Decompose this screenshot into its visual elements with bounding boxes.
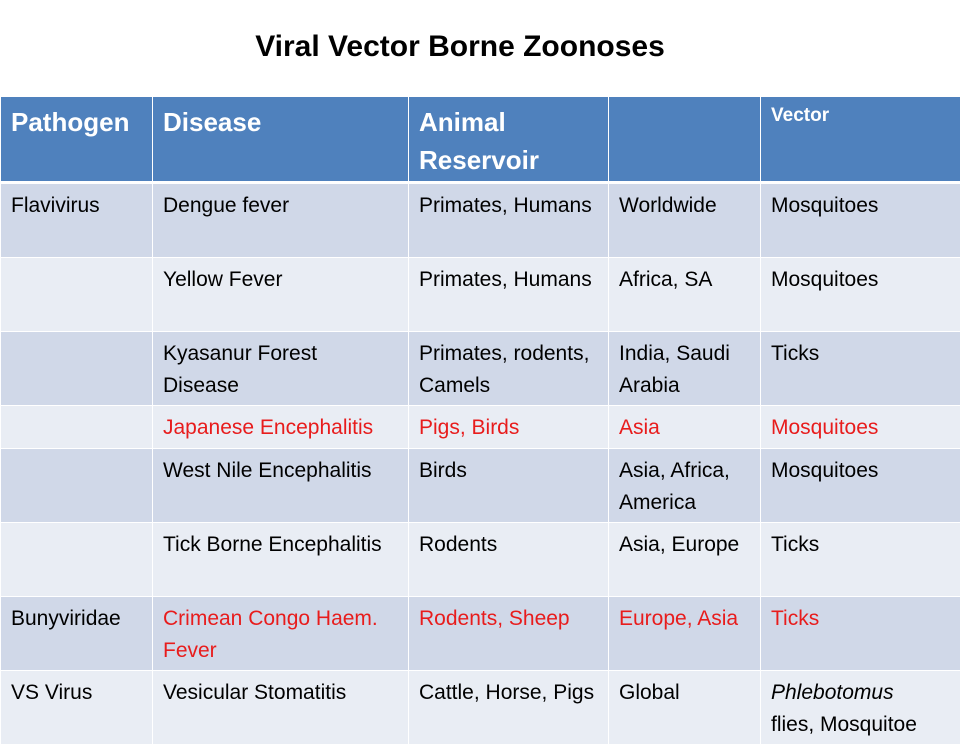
cell-vector: Mosquitoes [761,183,960,258]
cell-reservoir: Rodents, Sheep [409,597,609,671]
vector-italic-text: Phlebotomus [771,681,894,704]
cell-reservoir: Rodents [409,523,609,597]
header-disease: Disease [153,97,409,183]
table-row [1,258,960,332]
cell-pathogen [1,449,153,523]
cell-reservoir: Primates, Humans [409,258,609,332]
cell-disease: Yellow Fever [153,258,409,332]
cell-vector: Mosquitoes [761,258,960,332]
cell-pathogen: VS Virus [1,671,153,745]
header-region [609,97,761,183]
cell-reservoir: Primates, rodents, Camels [409,332,609,406]
cell-pathogen [1,258,153,332]
cell-region: Global [609,671,761,745]
table-row [1,449,960,523]
vector-text: flies, Mosquitoe [771,713,917,736]
cell-region: Africa, SA [609,258,761,332]
cell-vector [761,671,960,745]
cell-vector: Ticks [761,332,960,406]
table-row [1,332,960,406]
cell-region: Asia, Europe [609,523,761,597]
header-animal-reservoir: Animal Reservoir [409,97,609,183]
cell-reservoir: Birds [409,449,609,523]
table-row [1,597,960,671]
table-row [1,671,960,745]
cell-disease: Vesicular Stomatitis [153,671,409,745]
cell-vector: Mosquitoes [761,406,960,449]
header-pathogen: Pathogen [1,97,153,183]
cell-region: Worldwide [609,183,761,258]
cell-region: Europe, Asia [609,597,761,671]
cell-region: India, Saudi Arabia [609,332,761,406]
table-row [1,406,960,449]
cell-disease: West Nile Encephalitis [153,449,409,523]
cell-disease: Japanese Encephalitis [153,406,409,449]
cell-reservoir: Primates, Humans [409,183,609,258]
header-vector: Vector [761,97,960,183]
cell-pathogen [1,332,153,406]
table-row [1,523,960,597]
cell-disease: Crimean Congo Haem. Fever [153,597,409,671]
cell-disease: Tick Borne Encephalitis [153,523,409,597]
cell-pathogen: Bunyviridae [1,597,153,671]
cell-disease: Dengue fever [153,183,409,258]
zoonoses-table [0,96,960,745]
cell-reservoir: Pigs, Birds [409,406,609,449]
cell-pathogen [1,523,153,597]
cell-vector: Mosquitoes [761,449,960,523]
cell-pathogen: Flavivirus [1,183,153,258]
table-row [1,183,960,258]
cell-disease: Kyasanur Forest Disease [153,332,409,406]
cell-vector: Ticks [761,597,960,671]
cell-reservoir: Cattle, Horse, Pigs [409,671,609,745]
cell-region: Asia [609,406,761,449]
slide-title: Viral Vector Borne Zoonoses [0,30,920,64]
cell-vector: Ticks [761,523,960,597]
cell-pathogen [1,406,153,449]
header-row [1,97,960,183]
cell-region: Asia, Africa, America [609,449,761,523]
